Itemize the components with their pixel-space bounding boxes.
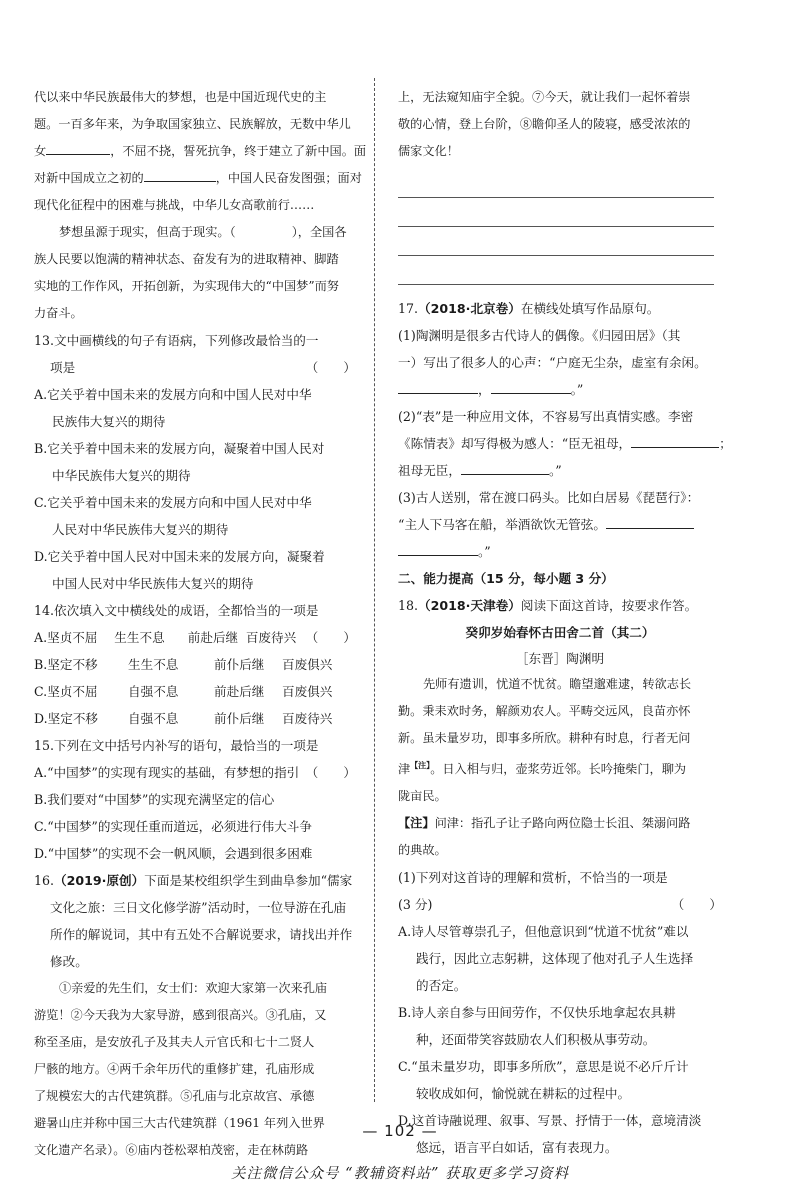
speech-line: 文化遗产名录）。⑥庙内苍松翠柏茂密，走在林荫路 (34, 1143, 309, 1157)
option-c: C.它关乎着中国未来的发展方向和中国人民对中华 (34, 495, 312, 510)
passage-line: 族人民要以饱满的精神状态、奋发有为的进取精神、脚踏 (34, 252, 339, 266)
option-b-cont: 种，还面带笑容鼓励农人们积极从事劳动。 (416, 1032, 656, 1048)
option-b: B.诗人亲自参与田间劳作，不仅快乐地拿起农具耕 (398, 1005, 676, 1021)
option-d: D.这首诗融说理、叙事、写景、抒情于一体，意境清淡 (398, 1113, 702, 1129)
question-stem: 15.下列在文中括号内补写的语句，最恰当的一项是 （ ） (34, 732, 356, 759)
option-a-cont: 民族伟大复兴的期待 (52, 414, 166, 429)
option-c: C.“中国梦”的实现任重而道远，必须进行伟大斗争 (34, 819, 312, 834)
fill-blank[interactable] (461, 460, 549, 475)
note-tag: 【注】 (398, 816, 435, 831)
question-stem: 文化之旅：三日文化修学游”活动时，一位导游在孔庙 (50, 900, 347, 915)
poem-title: 癸卯岁始春怀古田舍二首（其二） (465, 625, 655, 640)
option-d: D.它关乎着中国人民对中国未来的发展方向，凝聚着 (34, 549, 325, 564)
passage-line: 现代化征程中的困难与挑战，中华儿女高歌前行…… (34, 198, 315, 212)
question-stem: 项是 （ ） (34, 354, 356, 381)
passage-line: 力奋斗。 (34, 306, 83, 320)
question-18 (398, 592, 722, 1161)
speech-line: 尸骸的地方。④两千余年历代的重修扩建，孔庙形成 (34, 1062, 315, 1076)
answer-line[interactable] (398, 169, 714, 198)
passage-line: 代以来中华民族最伟大的梦想，也是中国近现代史的主 (34, 90, 327, 104)
sub-question-score: (3 分) （ ） (398, 891, 722, 918)
answer-paren: （ ） (305, 360, 356, 375)
page-number: — 102 — (362, 1122, 438, 1140)
question-stem: 18.（2018·天津卷）阅读下面这首诗，按要求作答。 (398, 598, 698, 613)
question-16 (34, 867, 356, 1164)
right-column (398, 84, 732, 1161)
note-marker: 【注】 (410, 760, 431, 770)
speech-line: 游览！②今天我为大家导游，感到很高兴。③孔庙，又 (34, 1008, 327, 1022)
option-b: B.坚定不移 生生不息 前仆后继 百废俱兴 (34, 657, 333, 672)
sub-question-3: (3)古人送别，常在渡口码头。比如白居易《琵琶行》： (398, 490, 700, 505)
fill-blank (236, 222, 292, 236)
sub-question-stem: (1)下列对这首诗的理解和赏析，不恰当的一项是 (398, 870, 668, 886)
column-divider (374, 78, 375, 1102)
option-b-cont: 中华民族伟大复兴的期待 (52, 468, 191, 483)
sub-question-1-blanks: ， 。” (398, 376, 722, 403)
option-c-cont: 人民对中华民族伟大复兴的期待 (52, 522, 229, 537)
fill-blank[interactable] (491, 379, 571, 394)
sub-question-2: 祖母无臣， 。” (398, 457, 722, 484)
option-a-cont: 的否定。 (416, 978, 467, 994)
section-heading: 二、能力提高（15 分，每小题 3 分） (398, 571, 614, 586)
speech-line: 敬的心情，登上台阶，⑧瞻仰圣人的陵寝，感受浓浓的 (398, 117, 691, 131)
answer-line[interactable] (398, 198, 714, 227)
speech-line: 了规模宏大的古代建筑群。⑤孔庙与北京故宫、承德 (34, 1089, 315, 1103)
speech-line: 称至圣庙，是安放孔子及其夫人亓官氏和七十二贤人 (34, 1035, 315, 1049)
option-b: B.我们要对“中国梦”的实现充满坚定的信心 (34, 792, 275, 807)
speech-line: 儒家文化！ (398, 144, 459, 158)
fill-blank[interactable] (398, 541, 478, 556)
question-stem: 13.文中画横线的句子有语病，下列修改最恰当的一 (34, 333, 319, 348)
sub-question-1: 一）写出了很多人的心声：“户庭无尘杂，虚室有余闲。 (398, 355, 707, 370)
answer-paren: （ ） (305, 630, 356, 645)
question-source: （2018·北京卷） (418, 301, 521, 316)
option-a: A.诗人尽管尊崇孔子，但他意识到“忧道不忧贫”难以 (398, 924, 689, 940)
answer-paren: （ ） (671, 897, 722, 913)
fill-blank[interactable] (631, 433, 719, 448)
fill-blank (144, 167, 216, 182)
question-stem: 16.（2019·原创）下面是某校组织学生到曲阜参加“儒家 (34, 873, 353, 888)
fill-blank[interactable] (606, 514, 694, 529)
option-a: A.“中国梦”的实现有现实的基础，有梦想的指引 (34, 765, 300, 780)
question-source: （2019·原创） (54, 873, 145, 888)
note-line: 【注】问津：指孔子让子路向两位隐士长沮、桀溺问路 (398, 816, 691, 831)
poem-author: ［东晋］陶渊明 (515, 651, 605, 666)
option-c-cont: 较收成如何，愉悦就在耕耘的过程中。 (416, 1086, 631, 1102)
question-14 (34, 597, 356, 732)
option-c: C.“虽未量岁功，即事多所欣”，意思是说不必斤斤计 (398, 1059, 689, 1075)
poem-line: 勤。秉耒欢时务，解颜劝农人。平畴交远风，良苗亦怀 (398, 704, 691, 718)
option-d-cont: 中国人民对中华民族伟大复兴的期待 (52, 576, 254, 591)
question-15 (34, 732, 356, 867)
poem-line: 新。虽未量岁功，即事多所欣。耕种有时息，行者无问 (398, 731, 691, 745)
poem-line: 津$^{【注】}$。日入相与归，壶浆劳近邻。长吟掩柴门，聊为 (398, 760, 687, 777)
left-column (34, 84, 367, 1164)
passage-line: 对新中国成立之初的 ，中国人民奋发图强；面对 (34, 165, 356, 192)
fill-blank (46, 140, 110, 155)
speech-line: 上，无法窥知庙宇全貌。⑦今天，就让我们一起怀着崇 (398, 90, 691, 104)
footer-watermark: 关注微信公众号 “教辅资料站” 获取更多学习资料 (230, 1166, 570, 1182)
fill-blank[interactable] (398, 379, 478, 394)
speech-line: ①亲爱的先生们，女士们：欢迎大家第一次来孔庙 (59, 981, 328, 995)
answer-line[interactable] (398, 256, 714, 285)
passage-line: 梦想虽源于现实，但高于现实。（ ），全国各 (34, 219, 356, 246)
question-source: （2018·天津卷） (418, 598, 521, 613)
passage-line: 题。一百多年来，为争取国家独立、民族解放，无数中华儿 (34, 117, 351, 131)
answer-paren: （ ） (305, 765, 356, 780)
question-stem: 所作的解说词，其中有五处不合解说要求，请找出并作 (50, 927, 353, 942)
option-d-cont: 悠远，语言平白如话，富有表现力。 (416, 1140, 618, 1156)
sub-question-1: (1)陶渊明是很多古代诗人的偶像。《归园田居》（其 (398, 328, 681, 343)
option-d: D.坚定不移 自强不息 前仆后继 百废待兴 (34, 711, 333, 726)
option-a-cont: 践行，因此立志躬耕，这体现了他对孔子人生选择 (416, 951, 694, 967)
sub-question-2: (2)“表”是一种应用文体，不容易写出真情实感。李密 (398, 409, 694, 424)
question-stem: 修改。 (50, 954, 88, 969)
option-b: B.它关乎着中国未来的发展方向，凝聚着中国人民对 (34, 441, 325, 456)
passage-line: 女 ，不屈不挠，誓死抗争，终于建立了新中国。面 (34, 138, 356, 165)
passage-line: 实地的工作作风，开拓创新，为实现伟大的“中国梦”而努 (34, 279, 339, 293)
answer-line[interactable] (398, 227, 714, 256)
question-17 (398, 295, 732, 565)
question-stem: 17.（2018·北京卷）在横线处填写作品原句。 (398, 301, 660, 316)
sub-question-3: “主人下马客在船，举酒欲饮无管弦。 (398, 511, 722, 538)
speech-line: 避暑山庄并称中国三大古代建筑群（1961 年列入世界 (34, 1116, 325, 1130)
option-a: A.坚贞不屈 生生不息 前赴后继 百废待兴 (34, 630, 297, 645)
question-stem: 14.依次填入文中横线处的成语，全都恰当的一项是 （ ） (34, 597, 356, 624)
sub-question-2: 《陈情表》却写得极为感人：“臣无祖母， ； (398, 430, 722, 457)
sub-question-3: 。” (398, 538, 722, 565)
answer-lines (398, 169, 722, 285)
option-a: A.它关乎着中国未来的发展方向和中国人民对中华 (34, 387, 312, 402)
option-c: C.坚贞不屈 自强不息 前赴后继 百废俱兴 (34, 684, 333, 699)
option-d: D.“中国梦”的实现不会一帆风顺，会遇到很多困难 (34, 846, 313, 861)
poem-line: 陇亩民。 (398, 789, 447, 804)
note-line: 的典故。 (398, 843, 447, 858)
question-13 (34, 327, 356, 597)
poem-line: 先师有遗训，忧道不忧贫。瞻望邈难逮，转欲志长 (423, 677, 692, 691)
